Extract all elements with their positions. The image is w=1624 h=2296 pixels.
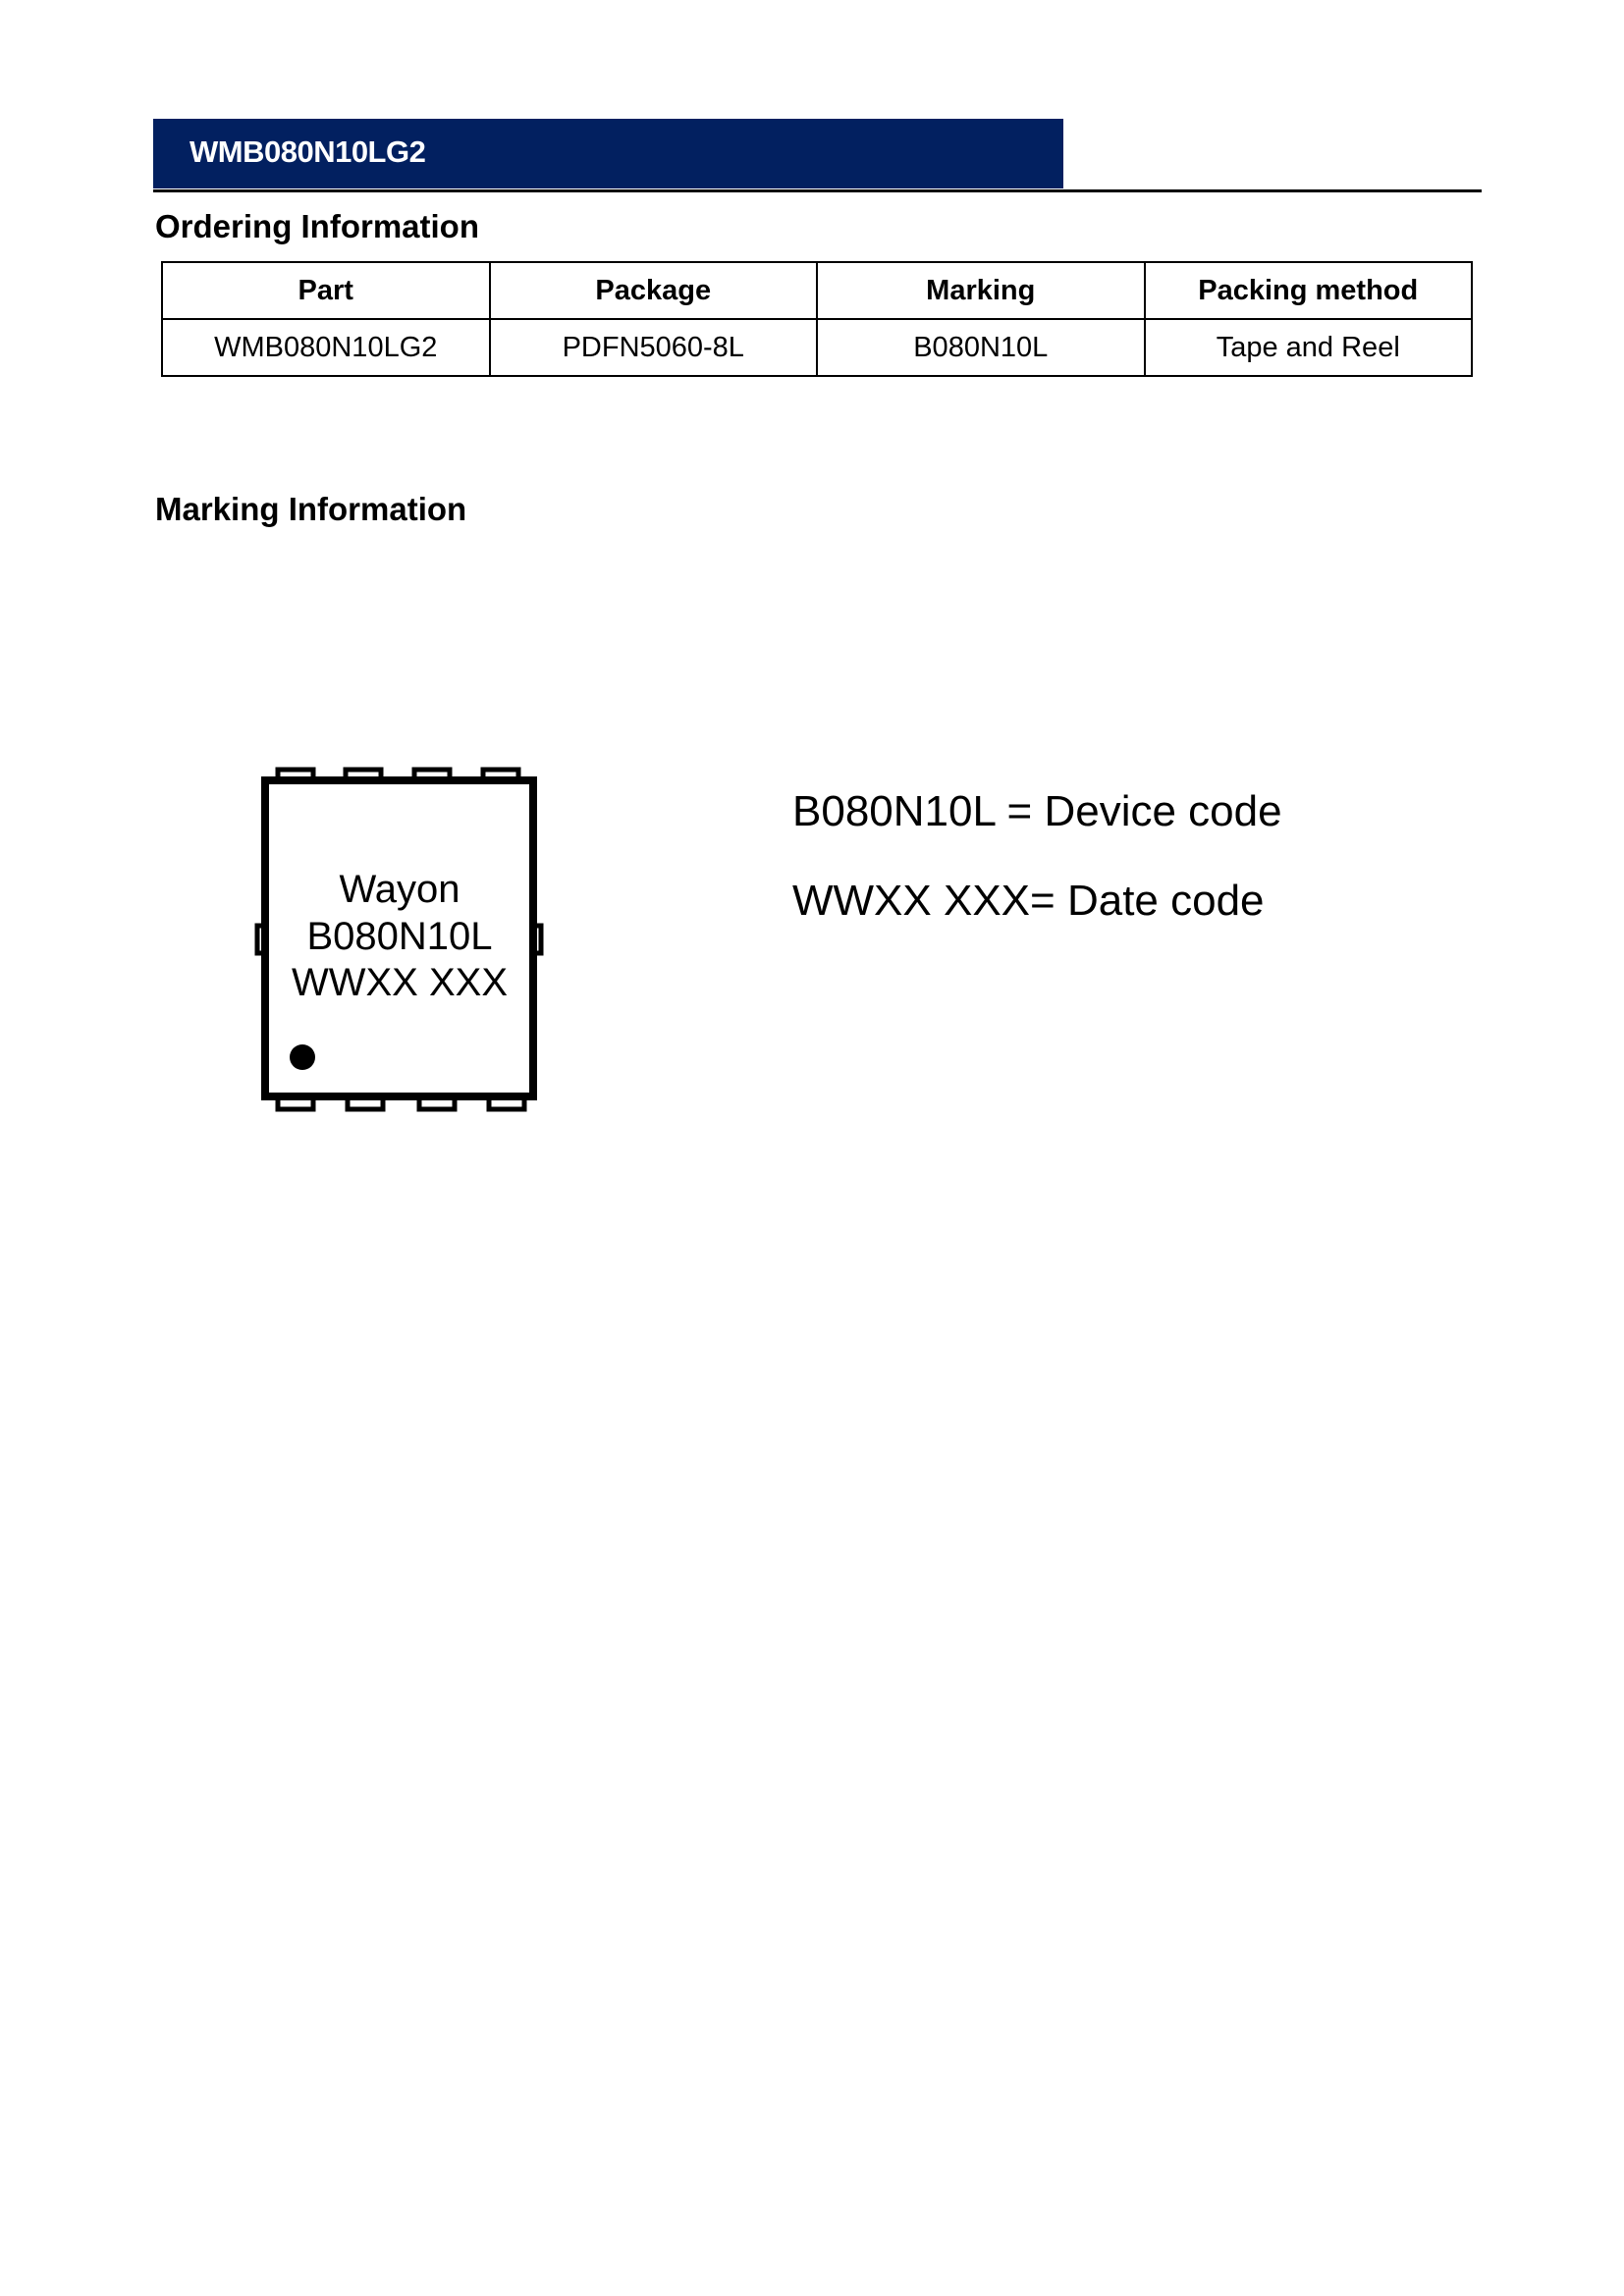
header-rule xyxy=(153,189,1482,192)
header-title: WMB080N10LG2 xyxy=(189,134,426,169)
chip-line-brand: Wayon xyxy=(339,868,460,911)
package-marking-diagram xyxy=(245,756,560,1129)
cell-marking: B080N10L xyxy=(817,319,1145,376)
chip-line-date: WWXX XXX xyxy=(291,961,509,1004)
table-header-row xyxy=(162,262,1472,319)
legend-device-code: B080N10L = Device code xyxy=(792,787,1282,835)
marking-heading: Marking Information xyxy=(155,491,467,527)
cell-package: PDFN5060-8L xyxy=(490,319,818,376)
cell-packing: Tape and Reel xyxy=(1145,319,1473,376)
col-marking: Marking xyxy=(817,262,1145,319)
pin1-dot xyxy=(290,1044,315,1070)
col-package: Package xyxy=(490,262,818,319)
table-row xyxy=(162,319,1472,376)
chip-line-device: B080N10L xyxy=(306,915,493,958)
col-part: Part xyxy=(162,262,490,319)
ordering-heading: Ordering Information xyxy=(155,208,479,244)
legend-date-code: WWXX XXX= Date code xyxy=(792,877,1265,925)
col-packing: Packing method xyxy=(1145,262,1473,319)
cell-part: WMB080N10LG2 xyxy=(162,319,490,376)
ordering-table xyxy=(161,261,1473,377)
header-bar xyxy=(153,119,1063,188)
